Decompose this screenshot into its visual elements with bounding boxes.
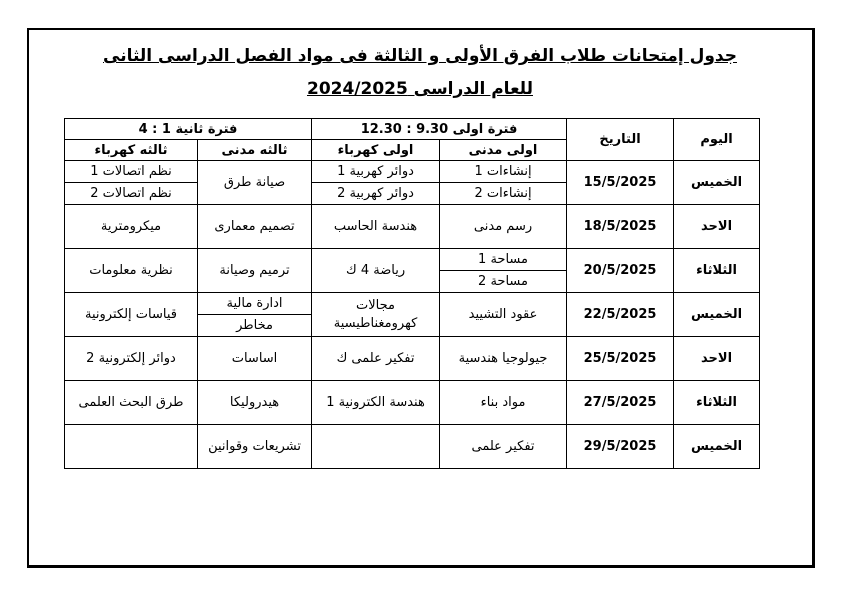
header-date: التاريخ [567, 119, 674, 161]
page-subtitle: للعام الدراسى 2024/2025 [306, 79, 533, 99]
third-civil-cell: تصميم معمارى [198, 205, 312, 249]
date-cell: 18/5/2025 [567, 205, 674, 249]
table-row [65, 337, 760, 381]
first-elec-cell: دوائر كهربية 2 [312, 183, 440, 205]
first-elec-cell [312, 425, 440, 469]
first-elec-line: كهرومغناطيسية [333, 315, 418, 331]
date-cell: 22/5/2025 [567, 293, 674, 337]
header-third-elec: ثالثه كهرباء [65, 140, 198, 161]
third-civil-cell: تشريعات وقوانين [198, 425, 312, 469]
date-cell: 27/5/2025 [567, 381, 674, 425]
first-civil-cell: مساحة 1 [440, 249, 567, 271]
first-civil-cell: إنشاءات 2 [440, 183, 567, 205]
day-cell: الاحد [674, 205, 760, 249]
date-cell: 25/5/2025 [567, 337, 674, 381]
day-cell: الخميس [674, 161, 760, 205]
third-civil-cell: ادارة مالية [198, 293, 312, 315]
exam-schedule-table [64, 118, 760, 469]
first-civil-cell: جيولوجيا هندسية [440, 337, 567, 381]
table-row [65, 161, 760, 183]
third-civil-cell: اساسات [198, 337, 312, 381]
first-civil-cell: رسم مدنى [440, 205, 567, 249]
header-first-elec: اولى كهرباء [312, 140, 440, 161]
third-elec-cell: قياسات إلكترونية [65, 293, 198, 337]
first-civil-cell: تفكير علمى [440, 425, 567, 469]
header-period-2: فترة ثانية 1 : 4 [65, 119, 312, 140]
day-cell: الاحد [674, 337, 760, 381]
third-elec-cell [65, 425, 198, 469]
third-elec-cell: دوائر إلكترونية 2 [65, 337, 198, 381]
third-elec-cell: ميكرومترية [65, 205, 198, 249]
header-row-periods [65, 119, 760, 140]
first-civil-cell: عقود التشييد [440, 293, 567, 337]
first-elec-cell: دوائر كهربية 1 [312, 161, 440, 183]
header-period-1: فترة اولى 9.30 : 12.30 [312, 119, 567, 140]
third-civil-cell: صيانة طرق [198, 161, 312, 205]
header-day: اليوم [674, 119, 760, 161]
table-row [65, 293, 760, 315]
table-row [65, 381, 760, 425]
first-elec-cell: تفكير علمى ك [312, 337, 440, 381]
table-row [65, 249, 760, 271]
day-cell: الخميس [674, 293, 760, 337]
date-cell: 29/5/2025 [567, 425, 674, 469]
first-elec-cell: رياضة 4 ك [312, 249, 440, 293]
day-cell: الخميس [674, 425, 760, 469]
third-civil-cell: ترميم وصيانة [198, 249, 312, 293]
third-civil-cell: مخاطر [198, 315, 312, 337]
header-first-civil: اولى مدنى [440, 140, 567, 161]
date-cell: 20/5/2025 [567, 249, 674, 293]
first-civil-cell: مساحة 2 [440, 271, 567, 293]
third-elec-cell: نظم اتصالات 1 [65, 161, 198, 183]
day-cell: الثلاثاء [674, 381, 760, 425]
first-elec-cell: هندسة الكترونية 1 [312, 381, 440, 425]
first-civil-cell: إنشاءات 1 [440, 161, 567, 183]
third-civil-cell: هيدروليكا [198, 381, 312, 425]
table-row [65, 205, 760, 249]
day-cell: الثلاثاء [674, 249, 760, 293]
header-third-civil: ثالثه مدنى [198, 140, 312, 161]
first-elec-line: مجالات [356, 297, 395, 313]
table-row [65, 425, 760, 469]
page-title: جدول إمتحانات طلاب الفرق الأولى و الثالثة فى مواد الفصل الدراسى الثانى [103, 46, 737, 66]
date-cell: 15/5/2025 [567, 161, 674, 205]
third-elec-cell: طرق البحث العلمى [65, 381, 198, 425]
third-elec-cell: نظرية معلومات [65, 249, 198, 293]
first-civil-cell: مواد بناء [440, 381, 567, 425]
third-elec-cell: نظم اتصالات 2 [65, 183, 198, 205]
first-elec-cell [312, 293, 440, 337]
first-elec-cell: هندسة الحاسب [312, 205, 440, 249]
